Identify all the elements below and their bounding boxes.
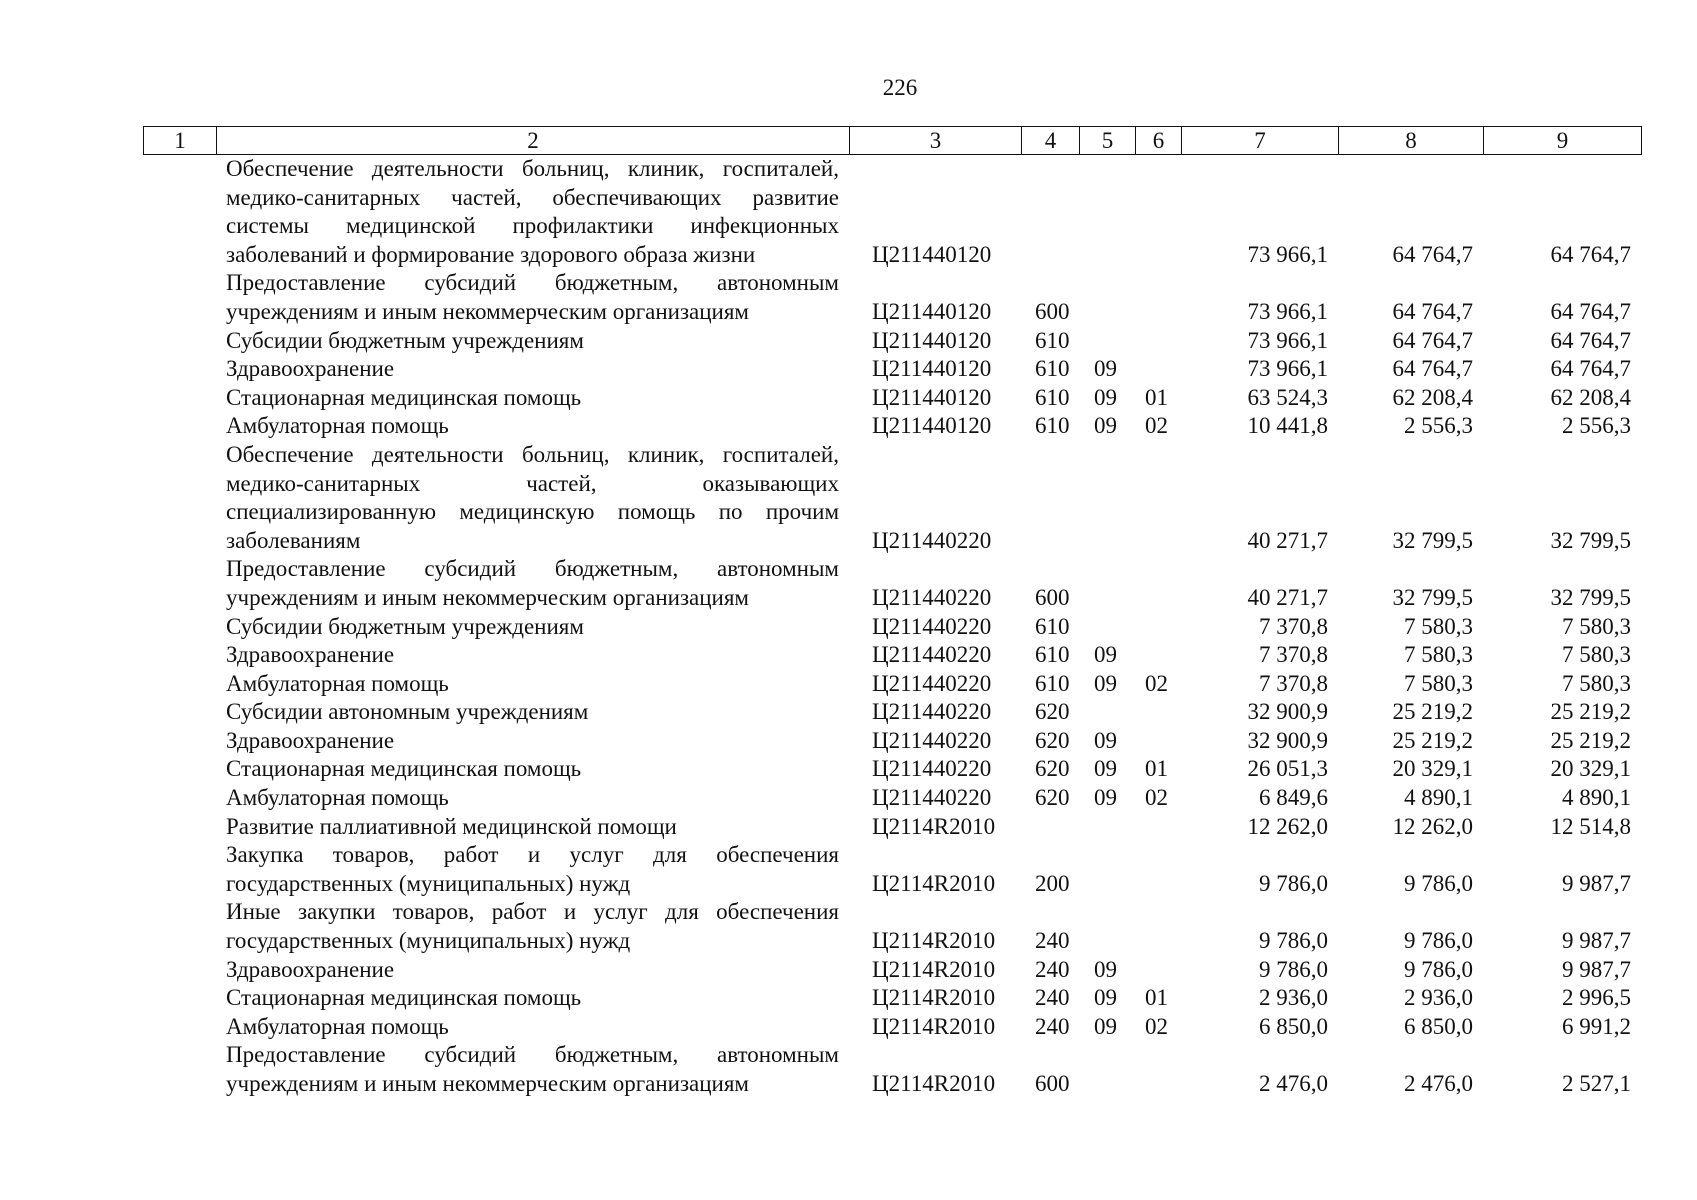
- row-value-8: 32 799,5: [1392, 527, 1473, 553]
- row-value-7: 73 966,1: [1247, 356, 1328, 382]
- row-value-7: 63 524,3: [1247, 384, 1328, 410]
- row-col6: [1135, 155, 1181, 269]
- row-value-7: 40 271,7: [1247, 584, 1328, 610]
- table-row: [143, 155, 1641, 269]
- row-code: Ц211440220: [872, 785, 992, 811]
- row-code: Ц2114R2010: [872, 985, 996, 1011]
- table-row: [143, 813, 1641, 842]
- row-col5: [1079, 327, 1135, 356]
- row-name: Стационарная медицинская помощь: [226, 985, 582, 1011]
- row-value-7: 12 262,0: [1247, 813, 1328, 839]
- row-value-9: 2 527,1: [1562, 1071, 1631, 1096]
- row-name: Обеспечение деятельности больниц, клиник, госпиталей, медико-санитарных частей, оказывающих специализированную медицинскую помощь по прочим заболеваниям: [226, 441, 839, 553]
- row-value-8: 4 890,1: [1404, 785, 1473, 811]
- row-value-8: 9 786,0: [1404, 928, 1473, 954]
- row-col4: 610: [1035, 413, 1070, 439]
- row-col6: 01: [1145, 985, 1168, 1011]
- row-col5: [1079, 441, 1135, 555]
- row-col4: 620: [1035, 699, 1070, 725]
- row-col6: [1135, 841, 1181, 898]
- row-col4: 600: [1035, 584, 1070, 610]
- column-header-4: 4: [1022, 127, 1080, 155]
- table-row: [143, 355, 1641, 384]
- row-code: Ц2114R2010: [872, 928, 996, 954]
- row-value-7: 6 849,6: [1259, 785, 1328, 811]
- row-col4: 620: [1035, 756, 1070, 782]
- row-col6: [1135, 555, 1181, 612]
- row-col4: 200: [1035, 870, 1070, 896]
- row-name: Субсидии бюджетным учреждениям: [226, 327, 584, 353]
- row-col5: [1079, 613, 1135, 642]
- row-col5: 09: [1094, 785, 1117, 811]
- row-col6: [1135, 956, 1181, 985]
- row-code: Ц211440120: [872, 327, 992, 353]
- row-col5: [1079, 813, 1135, 842]
- table-row: [143, 269, 1641, 326]
- row-col4: 240: [1035, 956, 1070, 982]
- row-code: Ц211440120: [872, 356, 992, 382]
- row-code: Ц211440220: [872, 613, 992, 639]
- row-code: Ц211440120: [872, 241, 992, 267]
- table-row: [143, 641, 1641, 670]
- row-code: Ц2114R2010: [872, 1013, 996, 1039]
- column-header-7: 7: [1182, 127, 1339, 155]
- row-code: Ц211440220: [872, 699, 992, 725]
- row-col5: [1079, 555, 1135, 612]
- row-col4: [1021, 813, 1079, 842]
- row-value-7: 32 900,9: [1247, 727, 1328, 753]
- row-value-9: 9 987,7: [1562, 928, 1631, 954]
- row-col5: [1079, 269, 1135, 326]
- table-row: [143, 755, 1641, 784]
- table-row: [143, 898, 1641, 955]
- row-value-8: 2 476,0: [1404, 1071, 1473, 1096]
- column-header-8: 8: [1339, 127, 1484, 155]
- table-rows: [143, 155, 1641, 1099]
- table-row: [143, 1013, 1641, 1042]
- row-col5: 09: [1094, 727, 1117, 753]
- row-code: Ц2114R2010: [872, 813, 996, 839]
- row-name: Обеспечение деятельности больниц, клиник, госпиталей, медико-санитарных частей, обеспечивающих развитие системы медицинской профилактики инфекционных заболеваний и формирование здорового образа жизни: [226, 156, 839, 267]
- row-value-7: 40 271,7: [1247, 527, 1328, 553]
- row-col5: 09: [1094, 670, 1117, 696]
- table-row: [143, 984, 1641, 1013]
- row-col5: [1079, 898, 1135, 955]
- table-row: [143, 784, 1641, 813]
- row-col6: 02: [1145, 413, 1168, 439]
- row-col5: [1079, 698, 1135, 727]
- row-col4: 240: [1035, 928, 1070, 954]
- row-col6: [1135, 441, 1181, 555]
- table-row: [143, 555, 1641, 612]
- table-row: [143, 956, 1641, 985]
- row-code: Ц211440220: [872, 584, 992, 610]
- table-row: [143, 670, 1641, 699]
- row-value-7: 7 370,8: [1259, 642, 1328, 668]
- row-value-9: 2 996,5: [1562, 985, 1631, 1011]
- table-row: [143, 698, 1641, 727]
- row-value-8: 7 580,3: [1404, 642, 1473, 668]
- row-col4: 600: [1035, 298, 1070, 324]
- row-col6: 01: [1145, 756, 1168, 782]
- row-name: Предоставление субсидий бюджетным, автономным учреждениям и иным некоммерческим организациям: [226, 1042, 839, 1096]
- row-col4: 620: [1035, 727, 1070, 753]
- table-row: [143, 384, 1641, 413]
- row-name: Стационарная медицинская помощь: [226, 384, 582, 410]
- table-row: [143, 327, 1641, 356]
- row-value-8: 12 262,0: [1392, 813, 1473, 839]
- row-col6: 01: [1145, 384, 1168, 410]
- row-value-9: 9 987,7: [1562, 870, 1631, 896]
- row-value-9: 7 580,3: [1562, 642, 1631, 668]
- row-value-8: 2 936,0: [1404, 985, 1473, 1011]
- row-col5: [1079, 155, 1135, 269]
- row-value-8: 7 580,3: [1404, 670, 1473, 696]
- page-number: 226: [882, 75, 918, 100]
- row-value-7: 73 966,1: [1247, 298, 1328, 324]
- row-value-9: 25 219,2: [1550, 727, 1631, 753]
- row-col6: 02: [1145, 670, 1168, 696]
- row-col5: [1079, 841, 1135, 898]
- row-name: Предоставление субсидий бюджетным, автономным учреждениям и иным некоммерческим организациям: [226, 556, 839, 610]
- row-value-7: 32 900,9: [1247, 699, 1328, 725]
- row-col5: 09: [1094, 985, 1117, 1011]
- row-name: Закупка товаров, работ и услуг для обеспечения государственных (муниципальных) нужд: [226, 842, 839, 896]
- row-value-8: 7 580,3: [1404, 613, 1473, 639]
- row-name: Здравоохранение: [226, 727, 395, 753]
- row-value-7: 6 850,0: [1259, 1013, 1328, 1039]
- row-value-9: 2 556,3: [1562, 413, 1631, 439]
- table-row: [143, 441, 1641, 555]
- row-col6: [1135, 327, 1181, 356]
- row-value-9: 4 890,1: [1562, 785, 1631, 811]
- row-name: Здравоохранение: [226, 356, 395, 382]
- column-header-6: 6: [1136, 127, 1182, 155]
- row-name: Иные закупки товаров, работ и услуг для обеспечения государственных (муниципальных) нужд: [226, 899, 839, 954]
- row-col4: 240: [1035, 985, 1070, 1011]
- row-name: Здравоохранение: [226, 956, 395, 982]
- row-value-9: 12 514,8: [1550, 813, 1631, 839]
- row-value-8: 32 799,5: [1392, 584, 1473, 610]
- row-col6: [1135, 355, 1181, 384]
- row-value-8: 64 764,7: [1392, 298, 1473, 324]
- row-value-7: 26 051,3: [1247, 756, 1328, 782]
- row-col6: [1135, 641, 1181, 670]
- row-col4: 610: [1035, 613, 1070, 639]
- row-col4: 610: [1035, 327, 1070, 353]
- row-col5: 09: [1094, 956, 1117, 982]
- row-value-7: 10 441,8: [1247, 413, 1328, 439]
- row-col4: 610: [1035, 356, 1070, 382]
- row-value-9: 7 580,3: [1562, 670, 1631, 696]
- row-col4: [1021, 155, 1079, 269]
- row-value-8: 64 764,7: [1392, 327, 1473, 353]
- row-value-7: 2 936,0: [1259, 985, 1328, 1011]
- row-name: Развитие паллиативной медицинской помощи: [226, 813, 677, 839]
- column-header-3: 3: [850, 127, 1022, 155]
- row-value-9: 64 764,7: [1550, 241, 1631, 267]
- row-value-9: 64 764,7: [1550, 298, 1631, 324]
- row-value-9: 62 208,4: [1550, 384, 1631, 410]
- row-col6: 02: [1145, 785, 1168, 811]
- row-col6: 02: [1145, 1013, 1168, 1039]
- row-value-9: 64 764,7: [1550, 327, 1631, 353]
- row-name: Субсидии автономным учреждениям: [226, 699, 589, 725]
- row-value-9: 32 799,5: [1550, 527, 1631, 553]
- row-value-9: 32 799,5: [1550, 584, 1631, 610]
- row-name: Амбулаторная помощь: [226, 670, 449, 696]
- column-header-row: [144, 127, 1642, 155]
- row-col5: 09: [1094, 356, 1117, 382]
- row-name: Предоставление субсидий бюджетным, автономным учреждениям и иным некоммерческим организациям: [226, 270, 839, 324]
- row-col4: 600: [1035, 1071, 1070, 1096]
- row-value-9: 25 219,2: [1550, 699, 1631, 725]
- row-code: Ц2114R2010: [872, 870, 996, 896]
- row-col5: 09: [1094, 413, 1117, 439]
- row-value-8: 9 786,0: [1404, 956, 1473, 982]
- row-value-8: 9 786,0: [1404, 870, 1473, 896]
- row-value-8: 25 219,2: [1392, 727, 1473, 753]
- row-value-7: 73 966,1: [1247, 241, 1328, 267]
- table-row: [143, 841, 1641, 898]
- row-value-8: 25 219,2: [1392, 699, 1473, 725]
- row-code: Ц211440220: [872, 756, 992, 782]
- row-name: Субсидии бюджетным учреждениям: [226, 613, 584, 639]
- row-value-9: 64 764,7: [1550, 356, 1631, 382]
- row-code: Ц211440220: [872, 642, 992, 668]
- budget-table-body: [143, 155, 1641, 1099]
- row-code: Ц211440220: [872, 670, 992, 696]
- row-code: Ц2114R2010: [872, 956, 996, 982]
- row-col6: [1135, 813, 1181, 842]
- row-code: Ц211440220: [872, 527, 992, 553]
- row-value-9: 6 991,2: [1562, 1013, 1631, 1039]
- row-value-8: 64 764,7: [1392, 356, 1473, 382]
- row-col4: 610: [1035, 642, 1070, 668]
- row-value-7: 73 966,1: [1247, 327, 1328, 353]
- row-value-7: 7 370,8: [1259, 613, 1328, 639]
- column-header-5: 5: [1080, 127, 1136, 155]
- row-col4: 610: [1035, 384, 1070, 410]
- row-col6: [1135, 698, 1181, 727]
- row-value-7: 7 370,8: [1259, 670, 1328, 696]
- row-value-8: 62 208,4: [1392, 384, 1473, 410]
- row-col4: [1021, 441, 1079, 555]
- column-header-1: 1: [144, 127, 217, 155]
- row-col4: 240: [1035, 1013, 1070, 1039]
- row-value-8: 6 850,0: [1404, 1013, 1473, 1039]
- row-col5: 09: [1094, 384, 1117, 410]
- table-row: [143, 1041, 1641, 1098]
- row-col4: 610: [1035, 670, 1070, 696]
- row-value-9: 7 580,3: [1562, 613, 1631, 639]
- row-col6: [1135, 613, 1181, 642]
- row-name: Здравоохранение: [226, 642, 395, 668]
- row-col5: 09: [1094, 756, 1117, 782]
- row-code: Ц211440120: [872, 298, 992, 324]
- row-name: Амбулаторная помощь: [226, 1013, 449, 1039]
- column-header-2: 2: [217, 127, 850, 155]
- row-name: Стационарная медицинская помощь: [226, 756, 582, 782]
- table-row: [143, 727, 1641, 756]
- row-col6: [1135, 1041, 1181, 1098]
- column-header-table: [143, 126, 1642, 155]
- row-value-7: 2 476,0: [1259, 1071, 1328, 1096]
- table-row: [143, 613, 1641, 642]
- row-col4: 620: [1035, 785, 1070, 811]
- row-col6: [1135, 727, 1181, 756]
- row-value-7: 9 786,0: [1259, 956, 1328, 982]
- row-code: Ц211440120: [872, 384, 992, 410]
- row-value-8: 20 329,1: [1392, 756, 1473, 782]
- row-value-7: 9 786,0: [1259, 928, 1328, 954]
- row-name: Амбулаторная помощь: [226, 413, 449, 439]
- row-code: Ц211440220: [872, 727, 992, 753]
- row-value-9: 9 987,7: [1562, 956, 1631, 982]
- row-name: Амбулаторная помощь: [226, 785, 449, 811]
- table-row: [143, 412, 1641, 441]
- row-col5: 09: [1094, 642, 1117, 668]
- row-value-7: 9 786,0: [1259, 870, 1328, 896]
- row-col5: [1079, 1041, 1135, 1098]
- row-code: Ц211440120: [872, 413, 992, 439]
- row-value-8: 64 764,7: [1392, 241, 1473, 267]
- row-value-8: 2 556,3: [1404, 413, 1473, 439]
- column-header-9: 9: [1484, 127, 1642, 155]
- row-value-9: 20 329,1: [1550, 756, 1631, 782]
- row-code: Ц2114R2010: [872, 1071, 996, 1096]
- row-col6: [1135, 898, 1181, 955]
- row-col5: 09: [1094, 1013, 1117, 1039]
- row-col6: [1135, 269, 1181, 326]
